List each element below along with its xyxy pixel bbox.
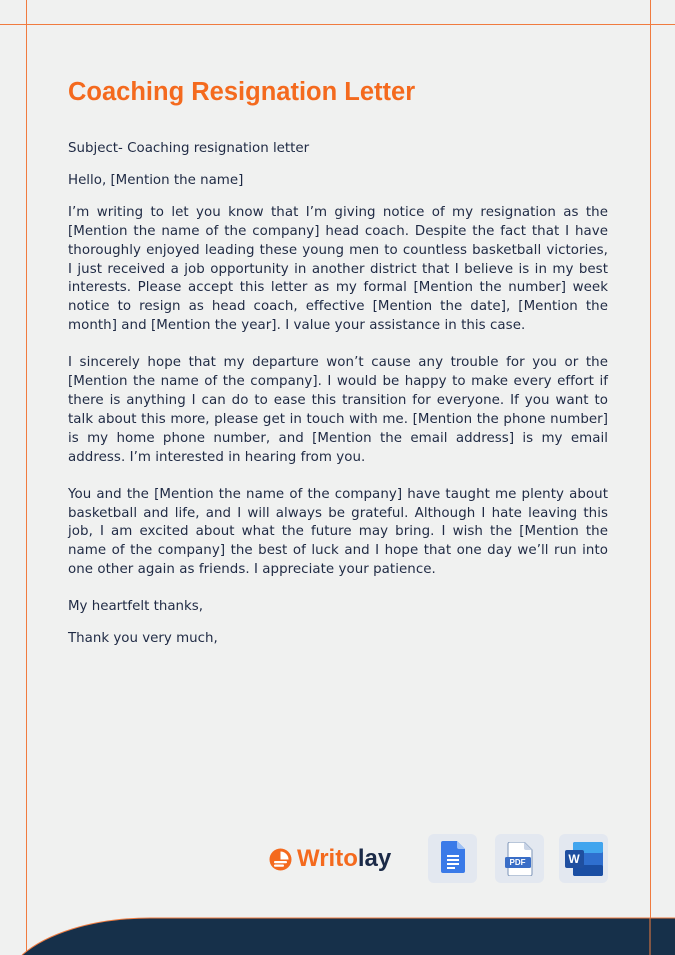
pdf-icon xyxy=(505,842,535,876)
writolay-logo-icon xyxy=(269,848,292,871)
top-guide-line xyxy=(0,24,675,25)
word-download-button[interactable] xyxy=(559,834,608,883)
brand-accent-text: lay xyxy=(357,845,392,872)
pdf-label: PDF xyxy=(509,857,526,867)
google-docs-icon xyxy=(441,841,465,877)
word-letter: W xyxy=(568,851,580,866)
paragraph-2: I sincerely hope that my departure won’t cause any trouble for you or the [Mention the name of the company]. I would be happy to make every effort if there is anything I can do to ease this transition for everyone. If you want to talk about this more, please get in touch with me. [Mention the phone number] is my home phone number, and [Mention the email address] is my email address. I’m interested in hearing from you. xyxy=(68,355,608,465)
google-docs-download-button[interactable] xyxy=(428,834,477,883)
letter-body xyxy=(68,140,608,649)
subject-line: Subject- Coaching resignation letter xyxy=(68,141,310,156)
paragraph-3: You and the [Mention the name of the company] have taught me plenty about basketball and life, and I will always be grateful. Although I hate leaving this job, I am excited about what the future may bring. I wish the [Mention the name of the company] the best of luck and I hope that one day we’ll run into one other again as friends. I appreciate your patience. xyxy=(68,486,608,578)
right-guide-line xyxy=(650,0,651,955)
pdf-download-button[interactable] xyxy=(495,834,544,883)
writolay-wordmark xyxy=(297,845,391,873)
left-guide-line xyxy=(26,0,27,955)
word-icon xyxy=(565,842,603,876)
signoff-line: Thank you very much, xyxy=(68,631,218,647)
page-title: Coaching Resignation Letter xyxy=(68,78,416,106)
paragraph-1: I’m writing to let you know that I’m giving notice of my resignation as the [Mention the name of the company] head coach. Despite the fact that I have thoroughly enjoyed leading these young men to countless basketball victories, I just received a job opportunity in another district that I believe is in my best interests. Please accept this letter as my formal [Mention the number] week notice to resign as head coach, effective [Mention the date], [Mention the month] and [Mention the year]. I value your assistance in this case. xyxy=(68,204,608,334)
writolay-logo xyxy=(269,844,391,874)
closing-line: My heartfelt thanks, xyxy=(68,599,204,615)
brand-primary-text: Writo xyxy=(297,845,358,872)
greeting: Hello, [Mention the name] xyxy=(68,172,244,188)
